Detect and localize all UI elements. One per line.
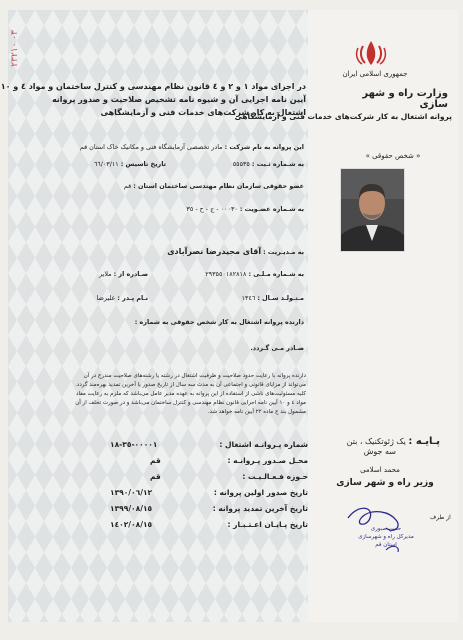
- company-name-label: این پروانه به نام شرکت :: [224, 143, 304, 151]
- person-type: « شخص حقوقی »: [365, 152, 421, 160]
- father-name-label: نـام پـدر :: [117, 294, 148, 302]
- note-line: مواد ٤ و ۱۰ آیین نامه اجرایی قانون نظام مهندسی و کنترل ساختمان می‌باشد و در صورت تخلف از آن: [75, 400, 306, 406]
- license-number-value: ۱۸-۳٥-۰۰۰۰۱: [110, 440, 158, 449]
- last-renewal-label: تاریخ آخرین تمدید پروانه :: [212, 504, 308, 513]
- issued-label: صـادره از :: [113, 270, 148, 278]
- registration-value: ٥٥۵۳٥: [232, 160, 250, 168]
- intro-line: در اجرای مواد ۱ و ۲ و ٤ قانون نظام مهندسی و کنترل ساختمان و مواد ٤ و ۱۰: [0, 82, 306, 91]
- note-line: کلیه مسئولیت‌های ناشی از استفاده از این پروانه به عهده مدیر عامل می‌باشد که ملزم به رعایت مفاد: [76, 391, 306, 397]
- registration-label: به شـماره ثـبت :: [251, 160, 304, 168]
- holder-photo: [340, 168, 405, 252]
- issue-place-label: محـل صـدور پـروانـه :: [227, 456, 308, 465]
- manager-name: آقای مجیدرضا نصرآبادی: [167, 247, 262, 256]
- note-line: مشمول بند ج ماده ۲۲ آیین نامه خواهد شد.: [207, 409, 306, 415]
- manager-row: [120, 247, 304, 256]
- father-name-row: [40, 294, 148, 302]
- member-value: قم: [123, 182, 132, 190]
- membership-label: به شـماره عضـویت :: [239, 205, 304, 213]
- issued-value: ملایر: [99, 270, 112, 278]
- license-number-label: شماره پـروانـه اشتغال :: [219, 440, 308, 449]
- issued-row: [40, 270, 148, 278]
- first-issue-value: ۱۳٩۰/۰٦/۱۲: [110, 488, 153, 497]
- member-label: عضو حقوقی سازمان نظام مهندسی ساختمان استان :: [133, 182, 304, 190]
- birth-year-row: [150, 294, 304, 302]
- founding-date-value: ٦٦/۰۳/۱۱: [93, 160, 119, 168]
- intro-line: آیین نامه اجرایی آن و شیوه نامه تشخیص صلاحیت و صدور پروانه: [51, 95, 306, 104]
- membership-value: ۰۰۰۳۰ - ج - ح - ۳٥: [186, 205, 238, 213]
- grade-block: [310, 436, 440, 456]
- national-id-label: به شـماره مـلـی :: [248, 270, 304, 278]
- father-name-value: علیرضا: [96, 294, 116, 302]
- grade-value-line1: یک ژئوتکنیک ، بتن: [346, 437, 406, 446]
- issue-statement: دارنده پروانه اشتغال به کار شخص حقوقی به شماره :: [134, 318, 304, 326]
- grade-label: پـایـه :: [408, 436, 440, 447]
- license-type-title: پروانه اشتغال به کار شرکت‌های خدمات فنی و آزمایشگاهی: [234, 112, 452, 121]
- manager-label: به مـدیـریت :: [263, 248, 304, 256]
- member-row: [110, 182, 304, 190]
- note-line: دارنده پروانه با رعایت حدود صلاحیت و ظرفیت اشتغال در رشته یا رشته‌های صلاحیت مندرج در آن: [83, 373, 306, 379]
- note-line: می‌تواند از مزایای قانونی و اجتماعی آن به مدت سه سال از تاریخ صدور یا آخرین تمدید بهره‌مند گردد.: [75, 382, 306, 388]
- grade-value-line2: سه جوش: [363, 447, 396, 456]
- validity-end-value: ۱٤۰۲/۰۸/۱٥: [110, 520, 153, 529]
- activity-scope-value: قم: [150, 472, 161, 481]
- founding-date-row: [36, 160, 166, 168]
- conditions-note: [28, 372, 306, 417]
- signature-name: حسن صبوری: [370, 526, 402, 532]
- signature-province: استان قم: [375, 542, 397, 548]
- activity-scope-label: حـوزه فـعـالـیـت :: [242, 472, 308, 481]
- serial-number: ۲۳۲۱۰ ۰۳: [10, 30, 20, 67]
- national-id-row: [150, 270, 304, 278]
- national-id-value: ۲٩۳٥٥۰۱۸۲۸۱۸: [205, 270, 247, 278]
- registration-row: [170, 160, 304, 168]
- founding-date-label: تاریخ تاسیس :: [120, 160, 166, 168]
- country-name: جمهوری اسلامی ایران: [342, 70, 408, 78]
- intro-line: اشتغال به کار شرکت‌های خدمات فنی و آزمایشگاهی: [100, 108, 306, 117]
- iran-emblem-icon: [351, 38, 391, 68]
- validity-end-label: تاریخ پـایـان اعـتـبـار :: [227, 520, 308, 529]
- intro-paragraph: [0, 80, 306, 119]
- last-renewal-value: ۱۳٩٩/۰۸/۱٥: [110, 504, 153, 513]
- signature-caption: [340, 525, 432, 549]
- signer-title: وزیر راه و شهر سازی: [336, 478, 434, 488]
- birth-year-label: مـتـولـد سـال :: [257, 294, 304, 302]
- signature-role: مدیرکل راه و شهرسازی: [358, 534, 414, 540]
- company-name-value: مادر تخصصی آزمایشگاه فنی و مکانیک خاک استان قم: [79, 143, 223, 151]
- on-behalf-label: از طرف: [430, 514, 451, 521]
- issue-closing: صـادر مـی گـردد.: [250, 344, 304, 352]
- membership-row: [140, 205, 304, 213]
- birth-year-value: ۱۳٤٦: [241, 294, 256, 302]
- signer-name: محمد اسلامی: [360, 466, 400, 474]
- first-issue-label: تاریخ صدور اولین پروانه :: [213, 488, 308, 497]
- issue-place-value: قم: [150, 456, 161, 465]
- ministry-title: وزارت راه و شهر سازی: [362, 88, 448, 110]
- company-name-row: [40, 143, 304, 151]
